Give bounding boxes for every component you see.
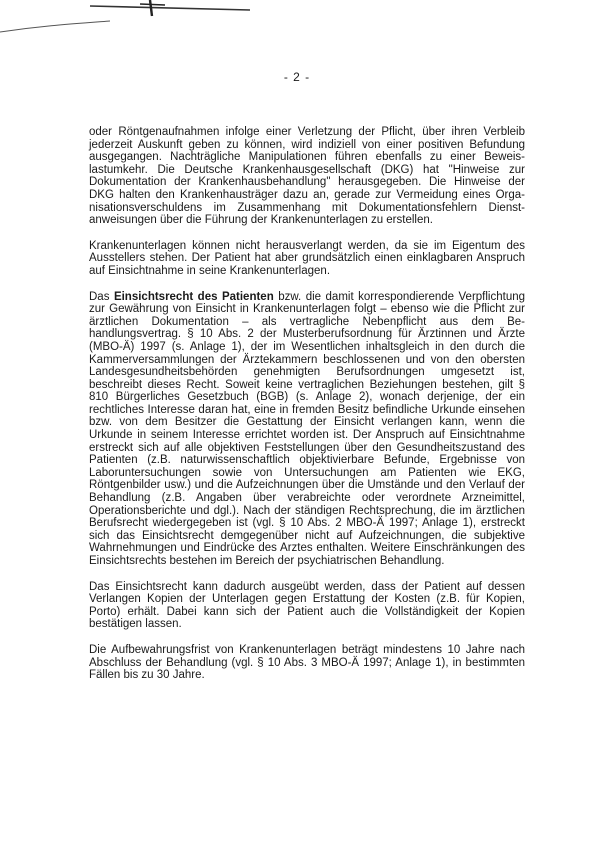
paragraph-right-of-inspection [89, 291, 525, 568]
paragraph-documentation-duty: oder Röntgenaufnahmen infolge einer Verletzung der Pflicht, über ihren Verbleib jederzeit Auskunft geben zu können, wird indiziell von einer positiven Befundung ausgegangen. Nachträgliche Manipulationen führen ebenfalls zu einer Beweislastumkehr. Die Deutsche Krankenhausgesellschaft (DKG) hat "Hinweise zur Dokumentation der Krankenhausbehandlung" herausgegeben. Die Hinweise der DKG halten den Krankenhausträger dazu an, gerade zur Vermeidung eines Organisationsverschuldens im Zusammenhang mit Dokumentationsfehlern Dienstanweisungen über die Führung der Krankenunterlagen zu erstellen. [89, 126, 525, 227]
page-number: - 2 - [283, 70, 311, 84]
paragraph-retention-period: Die Aufbewahrungsfrist von Krankenunterlagen beträgt mindestens 10 Jahre nach Abschluss der Behandlung (vgl. § 10 Abs. 3 MBO-Ä 1997; Anlage 1), in bestimmten Fällen bis zu 30 Jahre. [89, 643, 525, 682]
scan-artifact-lines [0, 0, 594, 40]
paragraph-ownership: Krankenunterlagen können nicht herausverlangt werden, da sie im Eigentum des Ausstellers stehen. Der Patient hat aber grundsätzlich einen einklagbaren Anspruch auf Einsichtnahme in seine Krankenunterlagen. [89, 239, 525, 277]
bold-term: Einsichtsrecht des Patienten [113, 290, 274, 303]
paragraph-copies: Das Einsichtsrecht kann dadurch ausgeübt werden, dass der Patient auf dessen Verlangen Kopien der Unterlagen gegen Erstattung der Kosten (z.B. für Kopien, Porto) erhält. Dabei kann sich der Patient auch die Vollständigkeit der Kopien bestätigen lassen. [89, 580, 525, 631]
paragraph-rest: bzw. die damit korrespondierende Verpflichtung zur Gewährung von Einsicht in Krankenunterlagen folgt – ebenso wie die Pflicht zur ärztlichen Dokumentation – als vertragliche Nebenpflicht aus dem Behandlungsvertrag. § 10 Abs. 2 der Musterberufsordnung für Ärztinnen und Ärzte (MBO-Ä) 1997 (s. Anlage 1), der im Wesentlichen inhaltsgleich in den durch die Kammerversammlungen der Ärztekammern beschlossenen und von den obersten Landesgesundheitsbehörden genehmigten Berufsordnungen umgesetzt ist, beschreibt dieses Recht. Soweit keine vertraglichen Beziehungen bestehen, gilt § 810 Bürgerliches Gesetzbuch (BGB) (s. Anlage 2), wonach derjenige, der ein rechtliches Interesse daran hat, eine in fremden Besitz befindliche Urkunde einsehen bzw. von dem Besitzer die Gestattung der Einsicht verlangen kann, wenn die Urkunde in seinem Interesse errichtet worden ist. Der Anspruch auf Einsichtnahme erstreckt sich auf alle objektiven Feststellungen über den Gesundheitszustand des Patienten (z.B. naturwissenschaftlich objektivierbare Befunde, Ergebnisse von Laboruntersuchungen sowie von Untersuchungen am Patienten wie EKG, Röntgenbilder usw.) und die Aufzeichnungen über die Umstände und den Verlauf der Behandlung (z.B. Angaben über verabreichte oder verordnete Arzneimittel, Operationsberichte und dgl.). Nach der ständigen Rechtsprechung, die im ärztlichen Berufsrecht wiedergegeben ist (vgl. § 10 Abs. 2 MBO-Ä 1997; Anlage 1), erstreckt sich das Einsichtsrecht demgegenüber nicht auf Aufzeichnungen, die subjektive Wahrnehmungen und Eindrücke des Arztes enthalten. Weitere Einschränkungen des Einsichtsrechts bestehen im Bereich der psychiatrischen Behandlung. [89, 290, 526, 567]
document-body [89, 126, 525, 695]
paragraph-lead: Das [89, 290, 114, 303]
